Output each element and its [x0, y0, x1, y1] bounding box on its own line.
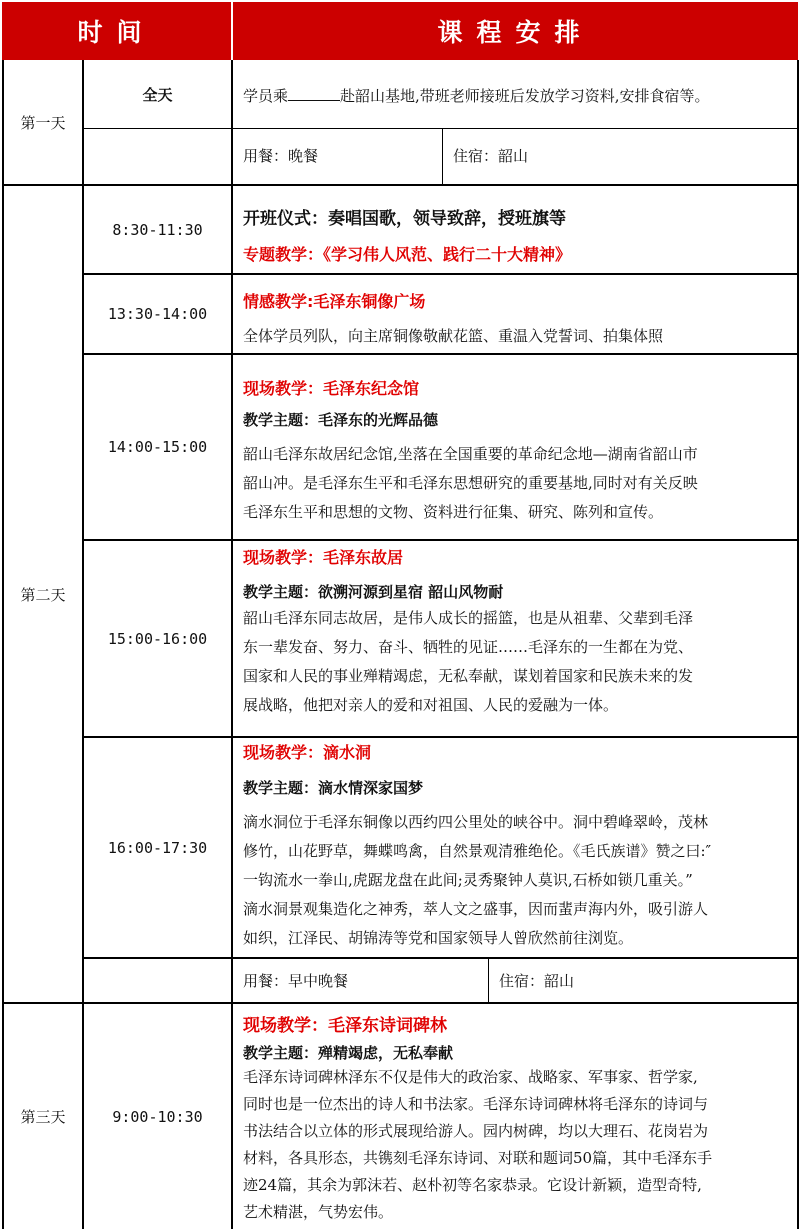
- body-line: 韶山毛泽东同志故居，是伟人成长的摇篮，也是从祖辈、父辈到毛泽: [243, 609, 694, 627]
- session2-title: 情感教学:毛泽东铜像广场: [243, 292, 426, 311]
- body-line: 东一辈发奋、努力、奋斗、牺牲的见证……毛泽东的一生都在为党、: [243, 638, 694, 656]
- body-line: 毛泽东诗词碑林泽东不仅是伟大的政治家、战略家、军事家、哲学家,: [243, 1068, 698, 1086]
- session3-theme: 教学主题：毛泽东的光辉品德: [243, 411, 439, 429]
- day3-theme: 教学主题：殚精竭虑，无私奉献: [243, 1044, 454, 1062]
- divider-day1-mid: [84, 128, 798, 129]
- session4-time: 15:00-16:00: [107, 629, 208, 648]
- session2-time: 13:30-14:00: [107, 305, 208, 323]
- session3-title: 现场教学：毛泽东纪念馆: [243, 379, 420, 398]
- day3-label: 第三天: [20, 1108, 66, 1126]
- body-line: 国家和人民的事业殚精竭虑，无私奉献，谋划着国家和民族未来的发: [243, 667, 694, 685]
- body-line: 材料，各具形态，共镌刻毛泽东诗词、对联和题词50篇，其中毛泽东手: [243, 1149, 713, 1167]
- day1-desc-before: 学员乘: [243, 87, 289, 105]
- day1-meal: 用餐：晚餐: [243, 147, 319, 165]
- session1-title: 开班仪式：奏唱国歌，领导致辞，授班旗等: [243, 209, 566, 229]
- day2-label: 第二天: [20, 585, 66, 604]
- body-line: 展战略，他把对亲人的爱和对祖国、人民的爱融为一体。: [243, 696, 619, 714]
- header-schedule: 课程安排: [233, 2, 798, 60]
- day2-stay: 住宿：韶山: [499, 972, 575, 990]
- body-line: 滴水洞景观集造化之神秀，萃人文之盛事，因而蜚声海内外，吸引游人: [243, 900, 709, 918]
- body-line: 一钩流水一拳山,虎踞龙盘在此间;灵秀聚钟人莫识,石桥如锁几重关。”: [243, 871, 693, 889]
- body-line: 艺术精湛，气势宏伟。: [243, 1203, 394, 1221]
- body-line: 同时也是一位杰出的诗人和书法家。毛泽东诗词碑林将毛泽东的诗词与: [243, 1095, 709, 1113]
- session3-time: 14:00-15:00: [107, 438, 208, 456]
- day1-label: 第一天: [20, 113, 66, 132]
- day2-meal: 用餐：早中晚餐: [243, 972, 349, 990]
- day1-desc: [233, 82, 797, 111]
- session3-body: [233, 440, 797, 527]
- session2-body: 全体学员列队，向主席铜像敬献花篮、重温入党誓词、拍集体照: [243, 327, 664, 345]
- body-line: 迹24篇，其余为郭沫若、赵朴初等名家恭录。它设计新颖，造型奇特,: [243, 1176, 702, 1194]
- day3-time: 9:00-10:30: [112, 1107, 203, 1126]
- body-line: 如织，江泽民、胡锦涛等党和国家领导人曾欣然前往浏览。: [243, 929, 634, 947]
- body-line: 修竹，山花野草，舞蝶鸣禽，自然景观清雅绝伦。《毛氏族谱》赞之曰:″: [243, 842, 712, 860]
- header-time: 时间: [2, 2, 231, 60]
- session1-time: 8:30-11:30: [112, 220, 203, 239]
- day1-time: 全天: [142, 85, 173, 104]
- border-right: [797, 60, 799, 1229]
- session1-subtitle: 专题教学：《学习伟人风范、践行二十大精神》: [243, 245, 572, 264]
- day3-title: 现场教学：毛泽东诗词碑林: [243, 1016, 447, 1036]
- session5-title: 现场教学：滴水洞: [243, 743, 372, 762]
- session5-time: 16:00-17:30: [107, 838, 208, 857]
- day3-body: [233, 1064, 797, 1226]
- session5-body: [233, 808, 797, 953]
- body-line: 韶山冲。是毛泽东生平和毛泽东思想研究的重要基地,同时对有关反映: [243, 474, 698, 492]
- session4-title: 现场教学：毛泽东故居: [243, 548, 404, 567]
- body-line: 书法结合以立体的形式展现给游人。园内树碑，均以大理石、花岗岩为: [243, 1122, 709, 1140]
- day1-stay: 住宿：韶山: [453, 147, 529, 165]
- body-line: 毛泽东生平和思想的文物、资料进行征集、研究、陈列和宣传。: [243, 503, 664, 521]
- blank-line: [288, 86, 340, 101]
- divider-s5: [84, 957, 798, 959]
- session4-theme: 教学主题：欲溯河源到星宿 韶山风物耐: [243, 583, 504, 601]
- body-line: 滴水洞位于毛泽东铜像以西约四公里处的峡谷中。洞中碧峰翠岭，茂林: [243, 813, 709, 831]
- session4-body: [233, 604, 797, 720]
- day1-desc-after: 赴韶山基地,带班老师接班后发放学习资料,安排食宿等。: [340, 87, 710, 105]
- body-line: 韶山毛泽东故居纪念馆,坐落在全国重要的革命纪念地—湖南省韶山市: [243, 445, 698, 463]
- session5-theme: 教学主题：滴水情深家国梦: [243, 779, 424, 797]
